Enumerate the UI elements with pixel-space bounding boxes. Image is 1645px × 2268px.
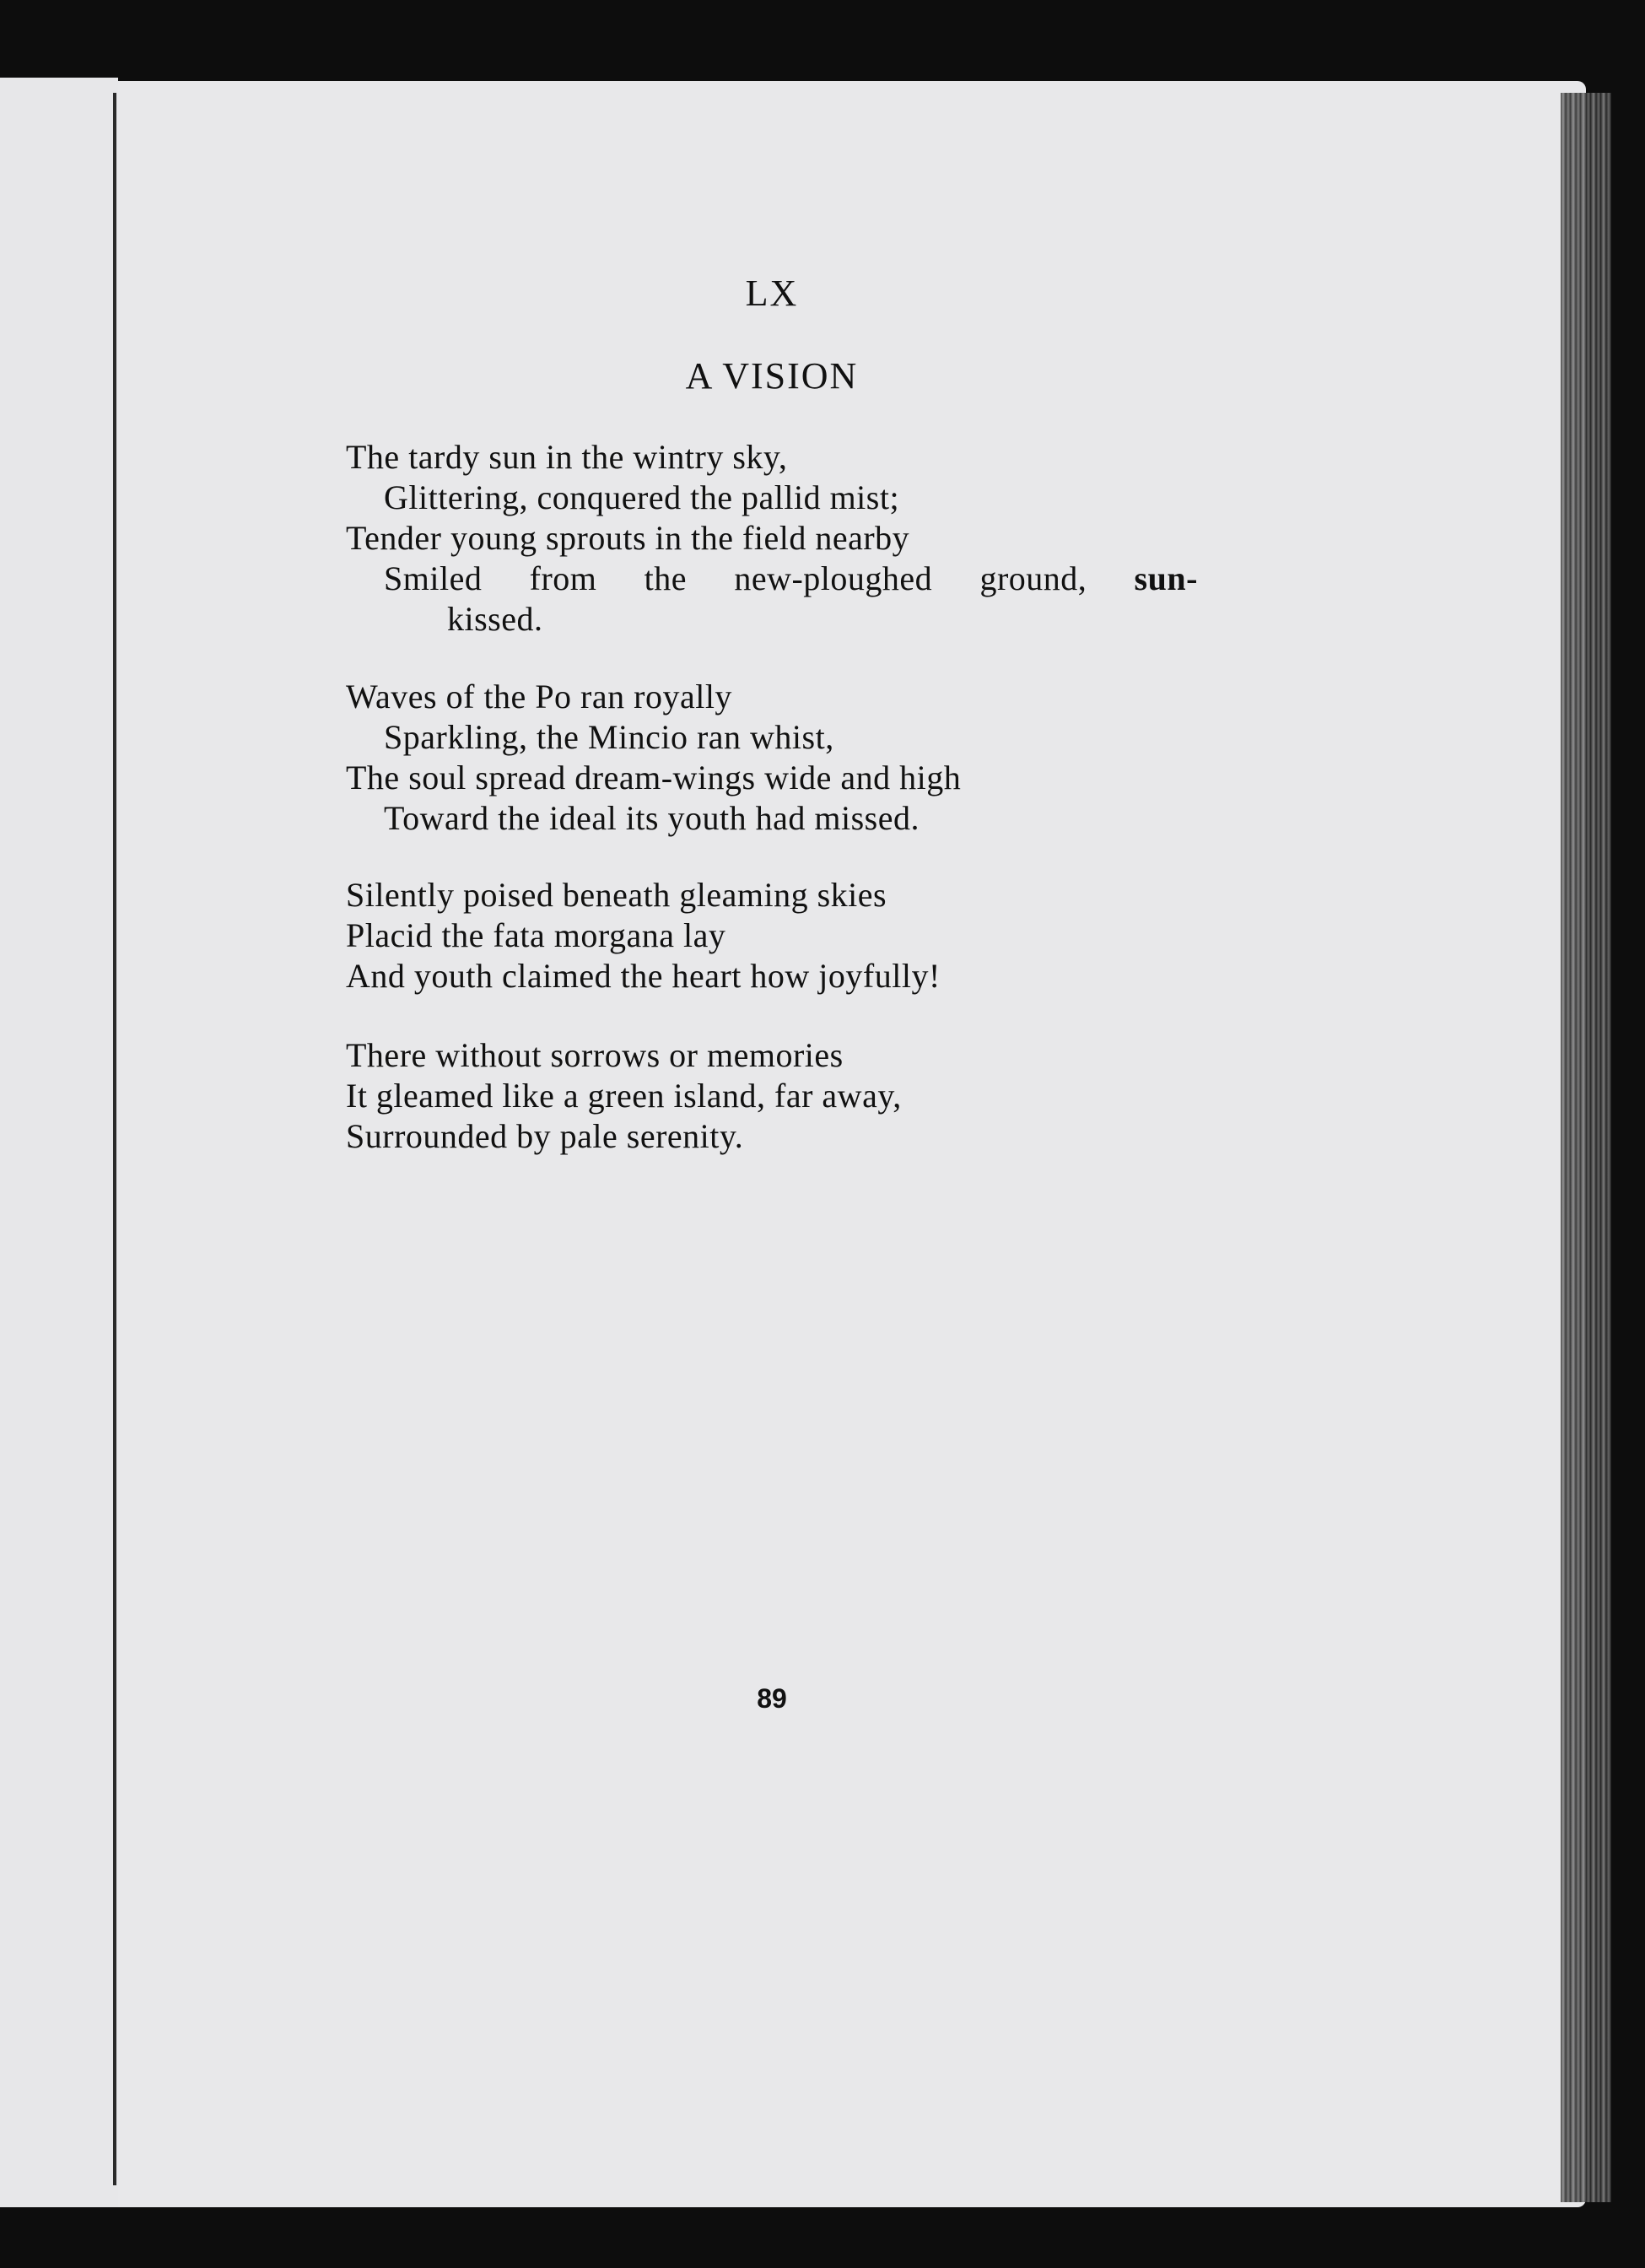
poem-line-justified: [384, 559, 1198, 597]
page-number: 89: [757, 1683, 787, 1714]
poem-title: A VISION: [685, 355, 859, 397]
poem-word: sun-: [1134, 559, 1198, 597]
poem-line: It gleamed like a green island, far away,: [346, 1077, 902, 1115]
poem-line: Glittering, conquered the pallid mist;: [384, 478, 900, 516]
poem-line: Waves of the Po ran royally: [346, 678, 732, 716]
poem-line: Silently poised beneath gleaming skies: [346, 876, 887, 914]
poem-word: the: [644, 559, 688, 597]
poem-word: ground,: [979, 559, 1087, 597]
poem-line: Toward the ideal its youth had missed.: [384, 799, 920, 837]
poem-line: Surrounded by pale serenity.: [346, 1117, 744, 1155]
poem-line: The tardy sun in the wintry sky,: [346, 438, 788, 476]
poem-line: There without sorrows or memories: [346, 1036, 844, 1074]
poem-line: The soul spread dream-wings wide and high: [346, 759, 962, 796]
poem-line: Tender young sprouts in the field nearby: [346, 519, 910, 557]
poem-word: new-ploughed: [734, 559, 933, 597]
poem-line: Placid the fata morgana lay: [346, 916, 726, 954]
poem-line: Sparkling, the Mincio ran whist,: [384, 718, 834, 756]
poem-line: And youth claimed the heart how joyfully!: [346, 957, 941, 995]
chapter-number: LX: [745, 273, 799, 314]
poem-word: Smiled: [384, 559, 483, 597]
poem-line: kissed.: [447, 600, 543, 638]
poem-word: from: [529, 559, 597, 597]
